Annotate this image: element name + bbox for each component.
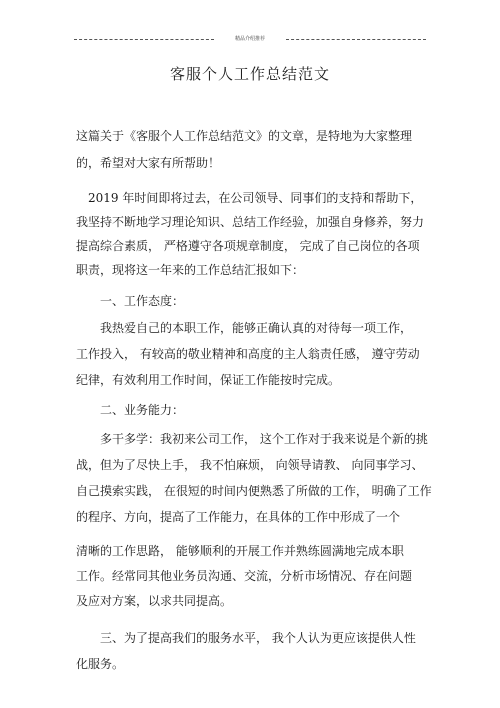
- text-line: 纪律，有效利用工作时间，保证工作能按时完成。: [76, 373, 341, 387]
- text-line: 清晰的工作思路， 能够顺利的开展工作并熟练圆满地完成本职: [76, 544, 404, 558]
- section-heading: 一、工作态度：: [100, 294, 185, 308]
- text-line: 多干多学：我初来公司工作， 这个工作对于我来说是个新的挑: [100, 432, 428, 446]
- text-line: 这篇关于《客服个人工作总结范文》的文章，是特地为大家整理: [76, 129, 413, 143]
- text-line: 化服务。: [76, 657, 125, 671]
- text-line: 工作投入， 有较高的敬业精神和高度的主人翁责任感， 遵守劳动: [76, 347, 420, 361]
- text-line: 职责，现将这一年来的工作总结汇报如下：: [76, 263, 305, 277]
- header-label: 精品介绍推荐: [234, 36, 265, 42]
- text-line: 战，但为了尽快上手， 我不怕麻烦， 向领导请教、 向同事学习、: [76, 458, 424, 472]
- text-line: 我热爱自己的本职工作，能够正确认真的对待每一项工作，: [100, 321, 413, 335]
- section-heading: 二、业务能力：: [100, 403, 185, 417]
- document-title: 客服个人工作总结范文: [169, 65, 330, 83]
- text-line: 提高综合素质， 严格遵守各项规章制度， 完成了自己岗位的各项: [76, 239, 420, 253]
- section-heading: 三、为了提高我们的服务水平， 我个人认为更应该提供人性: [100, 631, 416, 645]
- text-line: 及应对方案，以求共同提高。: [76, 594, 233, 608]
- text-line: 自己摸索实践， 在很短的时间内便熟悉了所做的工作， 明确了工作: [76, 484, 432, 498]
- header-dashed-rule-right: [286, 39, 426, 40]
- text-line: 的程序、方向，提高了工作能力，在具体的工作中形成了一个: [76, 510, 401, 524]
- text-line: 2019 年时间即将过去，在公司领导、同事们的支持和帮助下，: [88, 191, 423, 205]
- page-header: [74, 34, 426, 44]
- text-line: 的，希望对大家有所帮助！: [76, 156, 221, 170]
- text-line: 工作。经常同其他业务员沟通、交流，分析市场情况、存在问题: [76, 569, 413, 583]
- text-line: 我坚持不断地学习理论知识、总结工作经验，加强自身修养，努力: [76, 215, 425, 229]
